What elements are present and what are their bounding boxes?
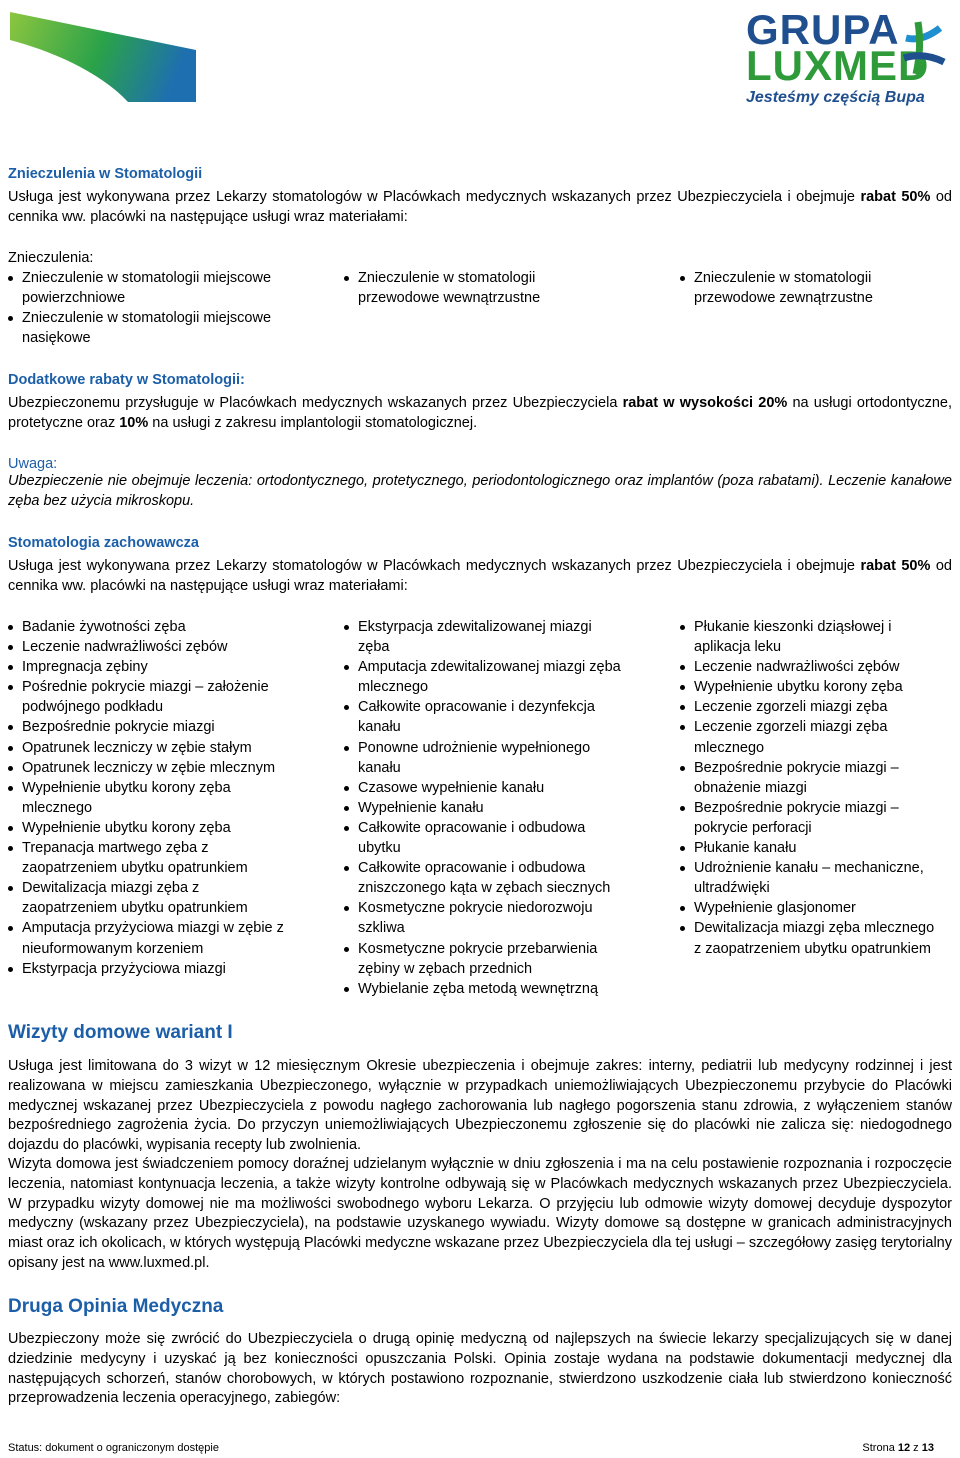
uwaga-text: Ubezpieczenie nie obejmuje leczenia: ortodontycznego, protetycznego, periodontologicznego oraz implantów (poza rabatami). Leczenie kanałowe zęba bez użycia mikroskopu. <box>8 473 952 509</box>
list-item: Całkowite opracowanie i odbudowa zniszczonego kąta w zębach siecznych <box>344 858 624 898</box>
list-item: Wybielanie zęba metodą wewnętrzną <box>344 979 624 999</box>
list-znieczulenia-col1 <box>8 268 298 348</box>
page-total: 13 <box>921 1442 934 1454</box>
list-item: Kosmetyczne pokrycie przebarwienia zębiny w zębach przednich <box>344 939 624 979</box>
list-item: Dewitalizacja miazgi zęba z zaopatrzeniem ubytku opatrunkiem <box>8 878 286 918</box>
section-title-wizyty-domowe: Wizyty domowe wariant I <box>8 1022 233 1043</box>
section-title-dodatkowe-rabaty: Dodatkowe rabaty w Stomatologii: <box>8 372 245 388</box>
intro-text: Usługa jest wykonywana przez Lekarzy stomatologów w Placówkach medycznych wskazanych przez Ubezpieczyciela i obejmuje <box>8 558 861 574</box>
logo-line1: GRUPA <box>746 6 900 53</box>
list-item: Dewitalizacja miazgi zęba mlecznego z zaopatrzeniem ubytku opatrunkiem <box>680 918 940 958</box>
list-znieczulenia-col3 <box>680 268 900 308</box>
list-item: Kosmetyczne pokrycie niedorozwoju szkliwa <box>344 898 624 938</box>
list-item: Wypełnienie ubytku korony zęba <box>680 677 940 697</box>
footer-status: Status: dokument o ograniczonym dostępie <box>8 1442 219 1454</box>
list-item: Znieczulenie w stomatologii przewodowe wewnątrzustne <box>344 268 564 308</box>
list-item: Trepanacja martwego zęba z zaopatrzeniem ubytku opatrunkiem <box>8 838 286 878</box>
intro-discount: rabat 50% <box>860 558 931 574</box>
green-swoosh-graphic <box>8 10 198 105</box>
list-item: Bezpośrednie pokrycie miazgi – obnażenie miazgi <box>680 758 940 798</box>
wizyty-paragraph-1: Usługa jest limitowana do 3 wizyt w 12 miesięcznym Okresie ubezpieczenia i obejmuje zakres: interny, pediatrii lub medycyny rodzinnej i jest realizowana w miejscu zamieszkania Ubezpieczonego, wyłącznie w przypadkach uniemożliwiających Ubezpieczonemu przybycie do Placówki medycznej wskazanej przez Ubezpieczyciela z powodu nagłego zachorowania lub nagłego pogorszenia stanu zdrowia, z wyłączeniem stanów bezpośredniego zagrożenia życia. Do przyczyn uniemożliwiających Ubezpieczonemu zgłoszenie się do placówki nie zalicza się: niedogodnego dojazdu do placówki, wypisania recepty lub zwolnienia. <box>8 1058 952 1154</box>
list-item: Płukanie kieszonki dziąsłowej i aplikacja leku <box>680 617 940 657</box>
rabaty-discount-20: rabat w wysokości 20% <box>622 395 788 411</box>
rabaty-text-a: Ubezpieczonemu przysługuje w Placówkach medycznych wskazanych przez Ubezpieczyciela <box>8 395 623 411</box>
list-item: Czasowe wypełnienie kanału <box>344 778 624 798</box>
section-title-druga-opinia: Druga Opinia Medyczna <box>8 1296 224 1317</box>
grupa-luxmed-logo <box>746 4 952 108</box>
list-item: Badanie żywotności zęba <box>8 617 286 637</box>
intro-text: Usługa jest wykonywana przez Lekarzy stomatologów w Placówkach medycznych wskazanych przez Ubezpieczyciela i obejmuje <box>8 189 861 205</box>
intro-discount: rabat 50% <box>860 189 931 205</box>
list-znieczulenia-col2 <box>344 268 564 308</box>
section-title-stomatologia-zachowawcza: Stomatologia zachowawcza <box>8 535 199 551</box>
footer-page-number <box>862 1442 934 1454</box>
list-item: Wypełnienie glasjonomer <box>680 898 940 918</box>
list-zachowawcza-col3 <box>680 617 940 959</box>
list-item: Impregnacja zębiny <box>8 657 286 677</box>
list-zachowawcza-col2 <box>344 617 624 999</box>
list-item: Opatrunek leczniczy w zębie stałym <box>8 738 286 758</box>
list-item: Wypełnienie kanału <box>344 798 624 818</box>
list-item: Pośrednie pokrycie miazgi – założenie podwójnego podkładu <box>8 677 286 717</box>
list-item: Leczenie nadwrażliwości zębów <box>680 657 940 677</box>
rabaty-text <box>8 394 952 434</box>
section-title-znieczulenia: Znieczulenia w Stomatologii <box>8 166 203 182</box>
page-sep: z <box>910 1442 922 1454</box>
intro-text-end: od cennika ww. placówki na następujące usługi wraz materiałami: <box>8 189 952 225</box>
list-item: Udrożnienie kanału – mechaniczne, ultradźwięki <box>680 858 940 898</box>
logo-tagline: Jesteśmy częścią Bupa <box>746 89 925 106</box>
list-item: Całkowite opracowanie i dezynfekcja kanału <box>344 697 624 737</box>
list-item: Opatrunek leczniczy w zębie mlecznym <box>8 758 286 778</box>
intro-text-end: od cennika ww. placówki na następujące usługi wraz materiałami: <box>8 558 952 594</box>
list-item: Płukanie kanału <box>680 838 940 858</box>
list-item: Ekstyrpacja zdewitalizowanej miazgi zęba <box>344 617 624 657</box>
list-item: Leczenie zgorzeli miazgi zęba <box>680 697 940 717</box>
logo-line2: LUXMED <box>746 42 930 89</box>
subhead-znieczulenia: Znieczulenia: <box>8 250 94 266</box>
rabaty-discount-10: 10% <box>119 414 149 431</box>
bupa-cross-icon <box>900 18 946 78</box>
list-item: Znieczulenie w stomatologii przewodowe zewnątrzustne <box>680 268 900 308</box>
list-item: Ekstyrpacja przyżyciowa miazgi <box>8 959 286 979</box>
list-item: Znieczulenie w stomatologii miejscowe nasiękowe <box>8 308 298 348</box>
section-intro-zachowawcza <box>8 557 952 597</box>
list-item: Bezpośrednie pokrycie miazgi – pokrycie perforacji <box>680 798 940 838</box>
section-intro-znieczulenia <box>8 188 952 228</box>
list-item: Leczenie zgorzeli miazgi zęba mlecznego <box>680 717 940 757</box>
list-item: Znieczulenie w stomatologii miejscowe powierzchniowe <box>8 268 298 308</box>
wizyty-paragraph-2: Wizyta domowa jest świadczeniem pomocy doraźnej udzielanym wyłącznie w dniu zgłoszenia i ma na celu postawienie rozpoznania i rozpoczęcie leczenia, natomiast kontynuacja leczenia, a także wizyty kontrolne odbywają się w Placówkach medycznych wskazanych przez Ubezpieczyciela. W przypadku wizyty domowej nie ma możliwości swobodnego wyboru Lekarza. O przyjęciu lub odmowie wizyty domowej decyduje dyspozytor medyczny (wskazany przez Ubezpieczyciela), na podstawie uzyskanego wywiadu. Wizyty domowe są dostępne w granicach administracyjnych miast oraz ich okolicach, w których występują Placówki medyczne wskazane przez Ubezpieczyciela dla tej usługi – szczegółowy zasięg terytorialny opisany jest na www.luxmed.pl. <box>8 1156 952 1271</box>
rabaty-text-e: na usługi z zakresu implantologii stomatologicznej. <box>148 414 478 431</box>
rabaty-text-c: na usługi ortodontyczne, protetyczne oraz <box>8 395 952 431</box>
page-label: Strona <box>862 1442 898 1454</box>
druga-opinia-paragraph: Ubezpieczony może się zwrócić do Ubezpieczyciela o drugą opinię medyczną od najlepszych na świecie lekarzy specjalizujących się w danej dziedzinie medycyny i uzyskać ją bez konieczności opuszczania Polski. Opinia zostaje wydana na podstawie dokumentacji medycznej dla następujących schorzeń, stanów chorobowych, w których postawiono rozpoznanie, stwierdzono uszkodzenie ciała lub stwierdzono konieczność przeprowadzenia leczenia operacyjnego, zabiegów: <box>8 1331 952 1407</box>
uwaga-label: Uwaga: <box>8 456 58 472</box>
list-item: Leczenie nadwrażliwości zębów <box>8 637 286 657</box>
list-item: Amputacja przyżyciowa miazgi w zębie z nieuformowanym korzeniem <box>8 918 286 958</box>
list-item: Bezpośrednie pokrycie miazgi <box>8 717 286 737</box>
list-item: Wypełnienie ubytku korony zęba mlecznego <box>8 778 286 818</box>
list-item: Ponowne udrożnienie wypełnionego kanału <box>344 738 624 778</box>
list-item: Całkowite opracowanie i odbudowa ubytku <box>344 818 624 858</box>
list-item: Amputacja zdewitalizowanej miazgi zęba mlecznego <box>344 657 624 697</box>
list-item: Wypełnienie ubytku korony zęba <box>8 818 286 838</box>
list-zachowawcza-col1 <box>8 617 286 979</box>
page-current: 12 <box>897 1442 911 1454</box>
